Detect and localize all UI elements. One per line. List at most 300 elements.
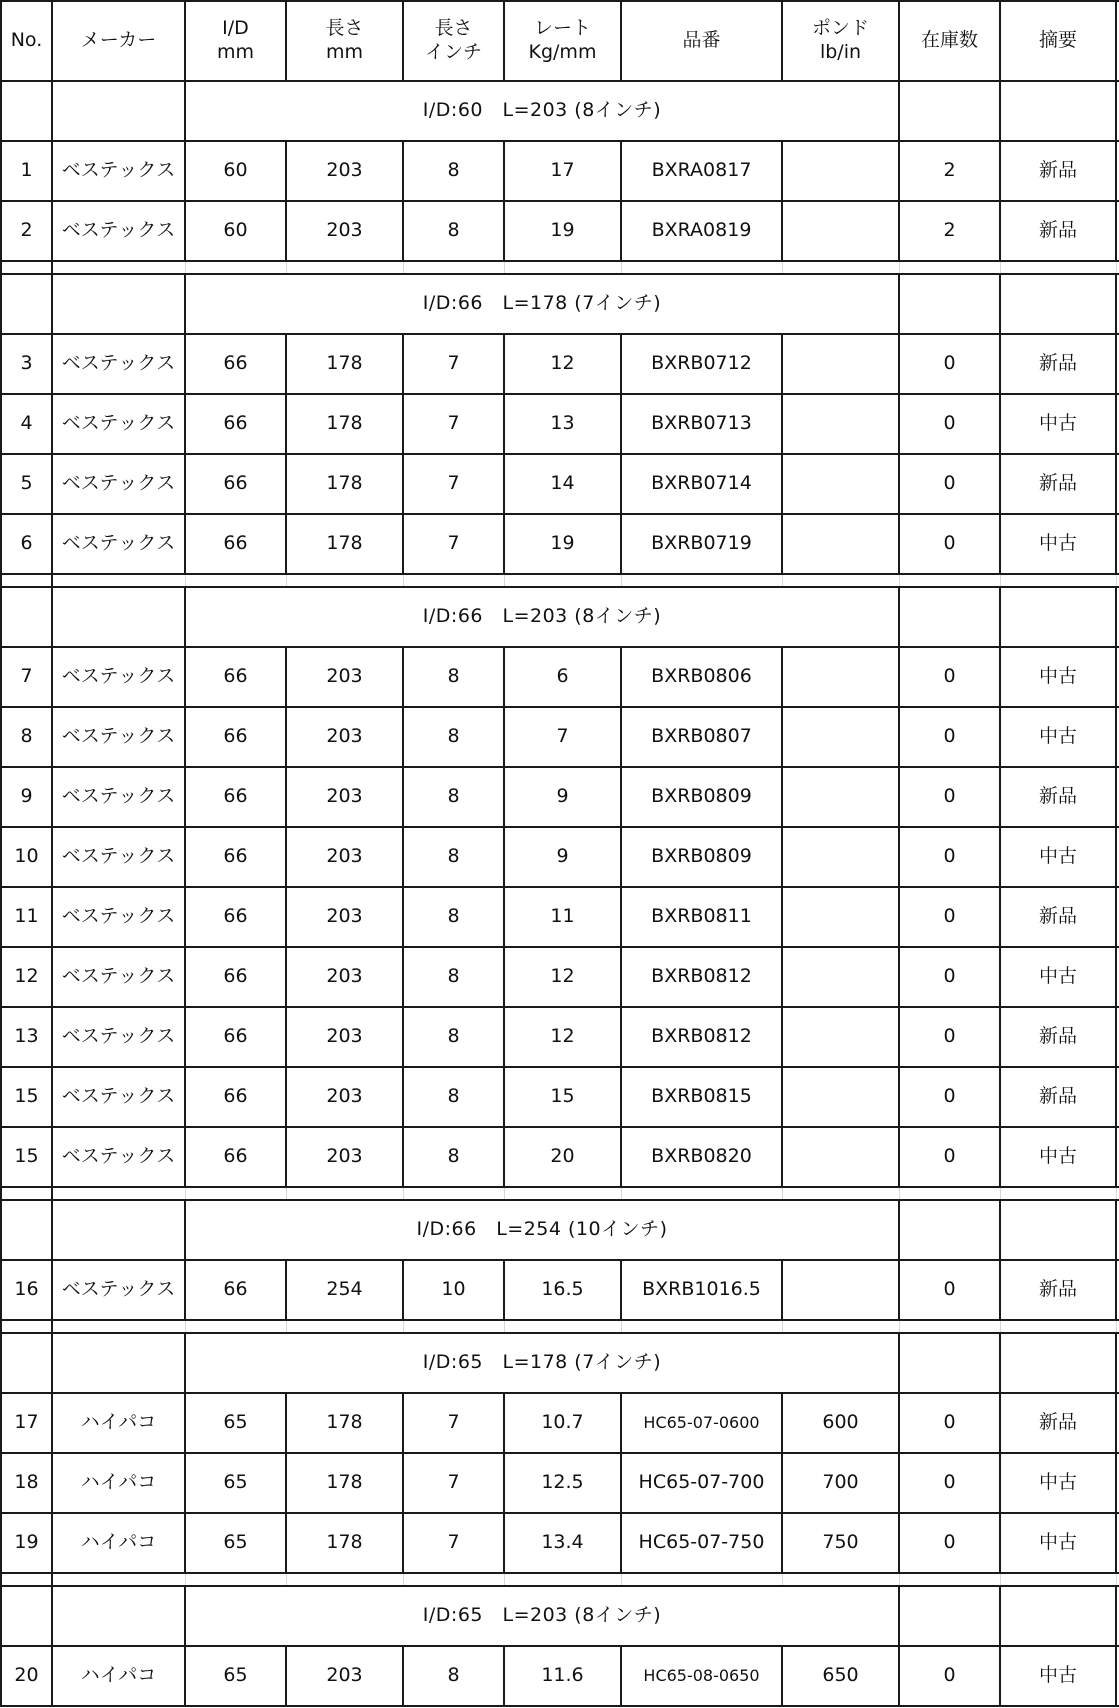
group-stock-cell: [900, 588, 1001, 646]
group-separator: [0, 262, 1119, 275]
row-length-mm: 178: [326, 352, 363, 375]
row-length-in-cell: [404, 1454, 505, 1512]
row-length-in-cell: [404, 515, 505, 573]
row-id: 66: [223, 905, 248, 928]
row-id-cell: [186, 648, 287, 706]
row-maker-cell: [53, 1394, 186, 1452]
row-no: 1: [20, 159, 33, 182]
row-id: 65: [223, 1411, 248, 1434]
row-length-mm: 203: [326, 785, 363, 808]
separator-cell: [505, 1574, 622, 1585]
row-pound-cell: [783, 828, 900, 886]
row-rate-cell: [505, 395, 622, 453]
row-id-cell: [186, 335, 287, 393]
row-length-mm: 178: [326, 1411, 363, 1434]
group-separator: [0, 575, 1119, 588]
separator-cell: [1001, 1188, 1117, 1199]
row-no: 19: [14, 1531, 39, 1554]
row-note-cell: [1001, 648, 1117, 706]
row-maker: ベステックス: [61, 665, 176, 688]
row-length-in: 8: [447, 1025, 460, 1048]
row-part-no-cell: [622, 648, 783, 706]
separator-cell: [186, 1188, 287, 1199]
separator-cell: [186, 262, 287, 273]
table-row: [0, 1008, 1119, 1068]
row-id-cell: [186, 1008, 287, 1066]
row-stock: 0: [943, 665, 956, 688]
row-part-no: HC65-07-750: [638, 1531, 765, 1554]
group-separator: [0, 1321, 1119, 1334]
row-length-in-cell: [404, 948, 505, 1006]
row-part-no-cell: [622, 1647, 783, 1705]
row-length-mm-cell: [287, 1647, 404, 1705]
row-length-in-cell: [404, 142, 505, 200]
row-maker-cell: [53, 335, 186, 393]
row-no-cell: [0, 948, 53, 1006]
row-part-no: BXRA0819: [651, 219, 752, 242]
row-rate-cell: [505, 708, 622, 766]
row-maker-cell: [53, 1008, 186, 1066]
row-length-mm: 203: [326, 1085, 363, 1108]
row-pound-cell: [783, 648, 900, 706]
row-length-in: 8: [447, 1145, 460, 1168]
separator-cell: [900, 1188, 1001, 1199]
table-row: [0, 1068, 1119, 1128]
header-rate-line-1: レート: [533, 17, 591, 40]
table-row: [0, 142, 1119, 202]
row-part-no-cell: [622, 1394, 783, 1452]
group-title-cell: [186, 275, 900, 333]
row-no-cell: [0, 1647, 53, 1705]
header-no-label: No.: [10, 29, 43, 52]
row-rate: 10.7: [541, 1411, 584, 1434]
row-stock-cell: [900, 1647, 1001, 1705]
row-length-mm: 203: [326, 219, 363, 242]
separator-cell: [622, 1574, 783, 1585]
separator-cell: [1001, 262, 1117, 273]
group-maker-cell: [53, 1201, 186, 1259]
separator-cell: [287, 575, 404, 586]
row-length-in: 7: [447, 1471, 460, 1494]
header-length-in-line-1: 長さ: [434, 17, 473, 40]
row-rate: 12: [550, 965, 575, 988]
row-no-cell: [0, 515, 53, 573]
row-length-in: 7: [447, 1531, 460, 1554]
row-id-cell: [186, 1514, 287, 1572]
row-stock-cell: [900, 948, 1001, 1006]
row-no-cell: [0, 1261, 53, 1319]
row-id-cell: [186, 828, 287, 886]
row-rate-cell: [505, 948, 622, 1006]
row-rate: 20: [550, 1145, 575, 1168]
row-maker-cell: [53, 1261, 186, 1319]
row-no-cell: [0, 708, 53, 766]
row-maker: ベステックス: [61, 1145, 176, 1168]
row-stock: 0: [943, 532, 956, 555]
row-pound-cell: [783, 948, 900, 1006]
row-id: 66: [223, 1025, 248, 1048]
group-stock-cell: [900, 1334, 1001, 1392]
separator-cell: [622, 1188, 783, 1199]
separator-cell: [53, 1574, 186, 1585]
row-note: 新品: [1038, 1025, 1077, 1048]
row-rate-cell: [505, 202, 622, 260]
row-rate: 17: [550, 159, 575, 182]
row-id-cell: [186, 142, 287, 200]
row-note: 新品: [1038, 905, 1077, 928]
row-maker-cell: [53, 648, 186, 706]
row-pound-cell: [783, 1647, 900, 1705]
row-part-no-cell: [622, 202, 783, 260]
row-rate: 16.5: [541, 1278, 584, 1301]
row-note: 新品: [1038, 159, 1077, 182]
row-part-no: BXRB0714: [651, 472, 752, 495]
row-maker-cell: [53, 1514, 186, 1572]
row-note-cell: [1001, 335, 1117, 393]
row-stock: 0: [943, 1145, 956, 1168]
row-length-mm-cell: [287, 455, 404, 513]
row-rate: 13: [550, 412, 575, 435]
separator-cell: [404, 1188, 505, 1199]
row-pound-cell: [783, 142, 900, 200]
row-part-no-cell: [622, 455, 783, 513]
row-stock-cell: [900, 828, 1001, 886]
row-note-cell: [1001, 708, 1117, 766]
separator-cell: [0, 1188, 53, 1199]
row-maker: ベステックス: [61, 412, 176, 435]
row-rate-cell: [505, 1068, 622, 1126]
header-maker: [53, 2, 186, 80]
row-pound-cell: [783, 1394, 900, 1452]
row-note-cell: [1001, 1454, 1117, 1512]
row-part-no: BXRB0809: [651, 785, 752, 808]
group-note-cell: [1001, 82, 1117, 140]
group-no-cell: [0, 1587, 53, 1645]
row-length-mm: 203: [326, 1025, 363, 1048]
separator-cell: [53, 262, 186, 273]
row-no-cell: [0, 202, 53, 260]
header-id: [186, 2, 287, 80]
row-rate: 12.5: [541, 1471, 584, 1494]
row-maker-cell: [53, 948, 186, 1006]
row-length-mm-cell: [287, 142, 404, 200]
row-stock-cell: [900, 202, 1001, 260]
header-rate: [505, 2, 622, 80]
row-id-cell: [186, 1128, 287, 1186]
row-rate-cell: [505, 142, 622, 200]
separator-cell: [783, 1188, 900, 1199]
row-id-cell: [186, 708, 287, 766]
row-part-no: BXRA0817: [651, 159, 752, 182]
row-rate: 7: [556, 725, 569, 748]
header-pound-line-2: lb/in: [819, 41, 862, 63]
row-part-no-cell: [622, 1128, 783, 1186]
row-note-cell: [1001, 455, 1117, 513]
separator-cell: [404, 1574, 505, 1585]
row-no-cell: [0, 1128, 53, 1186]
row-stock-cell: [900, 1514, 1001, 1572]
row-part-no-cell: [622, 335, 783, 393]
row-stock: 0: [943, 412, 956, 435]
row-stock-cell: [900, 1068, 1001, 1126]
row-no: 6: [20, 532, 33, 555]
table-row: [0, 948, 1119, 1008]
row-length-in: 8: [447, 785, 460, 808]
row-no-cell: [0, 1008, 53, 1066]
row-maker: ベステックス: [61, 352, 176, 375]
row-length-mm-cell: [287, 1394, 404, 1452]
row-part-no: BXRB0811: [651, 905, 752, 928]
row-stock: 2: [943, 219, 956, 242]
row-maker: ベステックス: [61, 1085, 176, 1108]
row-id-cell: [186, 1261, 287, 1319]
row-pound-cell: [783, 1128, 900, 1186]
row-id-cell: [186, 395, 287, 453]
row-rate-cell: [505, 1514, 622, 1572]
row-rate-cell: [505, 1647, 622, 1705]
row-length-in: 7: [447, 412, 460, 435]
row-id: 66: [223, 1145, 248, 1168]
row-length-in-cell: [404, 1008, 505, 1066]
row-part-no: BXRB0812: [651, 965, 752, 988]
row-part-no-cell: [622, 1454, 783, 1512]
row-no-cell: [0, 1394, 53, 1452]
row-part-no: BXRB0712: [651, 352, 752, 375]
row-length-in-cell: [404, 1514, 505, 1572]
row-id: 65: [223, 1471, 248, 1494]
row-part-no: HC65-07-0600: [643, 1413, 760, 1432]
row-stock-cell: [900, 335, 1001, 393]
row-length-in-cell: [404, 708, 505, 766]
separator-cell: [287, 1188, 404, 1199]
row-no: 16: [14, 1278, 39, 1301]
row-maker: ハイパコ: [80, 1411, 157, 1434]
row-part-no: BXRB0806: [651, 665, 752, 688]
row-stock: 0: [943, 965, 956, 988]
separator-cell: [783, 1321, 900, 1332]
row-no: 10: [14, 845, 39, 868]
row-length-in-cell: [404, 768, 505, 826]
row-length-mm: 178: [326, 1531, 363, 1554]
row-id: 66: [223, 965, 248, 988]
table-row: [0, 1394, 1119, 1454]
row-length-mm: 203: [326, 905, 363, 928]
row-length-mm: 203: [326, 965, 363, 988]
row-stock-cell: [900, 1128, 1001, 1186]
separator-cell: [900, 575, 1001, 586]
row-length-mm-cell: [287, 515, 404, 573]
row-no: 15: [14, 1085, 39, 1108]
row-stock-cell: [900, 1394, 1001, 1452]
row-no: 15: [14, 1145, 39, 1168]
row-length-in: 8: [447, 219, 460, 242]
header-part-no: [622, 2, 783, 80]
row-note: 中古: [1038, 845, 1077, 868]
separator-cell: [404, 575, 505, 586]
row-rate-cell: [505, 648, 622, 706]
row-maker-cell: [53, 395, 186, 453]
row-id: 60: [223, 159, 248, 182]
row-part-no-cell: [622, 1008, 783, 1066]
table-row: [0, 1647, 1119, 1707]
row-rate: 19: [550, 219, 575, 242]
row-part-no-cell: [622, 768, 783, 826]
row-no: 17: [14, 1411, 39, 1434]
row-id: 65: [223, 1531, 248, 1554]
group-no-cell: [0, 1334, 53, 1392]
separator-cell: [0, 575, 53, 586]
row-id: 60: [223, 219, 248, 242]
group-separator: [0, 1188, 1119, 1201]
row-id: 66: [223, 412, 248, 435]
group-stock-cell: [900, 1201, 1001, 1259]
header-length-mm-line-2: mm: [325, 41, 363, 63]
row-note: 新品: [1038, 1085, 1077, 1108]
row-maker: ハイパコ: [80, 1471, 157, 1494]
row-length-in: 8: [447, 665, 460, 688]
row-note-cell: [1001, 1261, 1117, 1319]
row-length-mm: 254: [326, 1278, 363, 1301]
group-note-cell: [1001, 588, 1117, 646]
table-row: [0, 828, 1119, 888]
row-length-mm-cell: [287, 1008, 404, 1066]
separator-cell: [53, 575, 186, 586]
separator-cell: [0, 1321, 53, 1332]
separator-cell: [783, 1574, 900, 1585]
row-length-in-cell: [404, 648, 505, 706]
group-maker-cell: [53, 82, 186, 140]
separator-cell: [287, 1321, 404, 1332]
row-rate: 15: [550, 1085, 575, 1108]
row-rate: 6: [556, 665, 569, 688]
separator-cell: [53, 1321, 186, 1332]
separator-cell: [287, 1574, 404, 1585]
row-note-cell: [1001, 202, 1117, 260]
row-id: 66: [223, 665, 248, 688]
row-part-no: BXRB0807: [651, 725, 752, 748]
row-length-in: 7: [447, 472, 460, 495]
group-title: I/D:66 L=203 (8インチ): [422, 605, 662, 628]
row-id-cell: [186, 1647, 287, 1705]
group-title: I/D:66 L=178 (7インチ): [422, 292, 662, 315]
row-length-in-cell: [404, 202, 505, 260]
row-maker-cell: [53, 768, 186, 826]
separator-cell: [404, 1321, 505, 1332]
row-no-cell: [0, 335, 53, 393]
row-note-cell: [1001, 1128, 1117, 1186]
table-row: [0, 648, 1119, 708]
row-id: 66: [223, 352, 248, 375]
group-stock-cell: [900, 82, 1001, 140]
row-length-in-cell: [404, 888, 505, 946]
row-pound-cell: [783, 335, 900, 393]
row-id: 66: [223, 472, 248, 495]
table-row: [0, 1514, 1119, 1574]
group-no-cell: [0, 275, 53, 333]
row-rate-cell: [505, 828, 622, 886]
row-length-in: 8: [447, 905, 460, 928]
row-id: 66: [223, 785, 248, 808]
row-maker: ハイパコ: [80, 1664, 157, 1687]
row-stock: 0: [943, 785, 956, 808]
row-length-mm-cell: [287, 888, 404, 946]
group-title-cell: [186, 588, 900, 646]
row-no-cell: [0, 1068, 53, 1126]
row-part-no: BXRB0809: [651, 845, 752, 868]
group-no-cell: [0, 588, 53, 646]
row-pound: 600: [822, 1411, 859, 1434]
row-length-mm: 203: [326, 845, 363, 868]
row-length-mm: 178: [326, 412, 363, 435]
separator-cell: [505, 1321, 622, 1332]
row-note-cell: [1001, 1514, 1117, 1572]
row-rate-cell: [505, 1454, 622, 1512]
row-maker: ベステックス: [61, 1278, 176, 1301]
row-rate-cell: [505, 1394, 622, 1452]
row-stock: 0: [943, 472, 956, 495]
group-header: [0, 1587, 1119, 1647]
group-maker-cell: [53, 1334, 186, 1392]
row-note-cell: [1001, 142, 1117, 200]
row-note: 新品: [1038, 219, 1077, 242]
group-title: I/D:65 L=178 (7インチ): [422, 1351, 662, 1374]
header-length-mm: [287, 2, 404, 80]
group-note-cell: [1001, 1334, 1117, 1392]
group-title: I/D:65 L=203 (8インチ): [422, 1604, 662, 1627]
row-stock: 0: [943, 1278, 956, 1301]
row-pound-cell: [783, 1261, 900, 1319]
row-length-mm-cell: [287, 1128, 404, 1186]
row-stock-cell: [900, 708, 1001, 766]
row-part-no: BXRB1016.5: [642, 1278, 761, 1301]
row-no-cell: [0, 828, 53, 886]
row-id: 66: [223, 845, 248, 868]
row-maker-cell: [53, 142, 186, 200]
group-stock-cell: [900, 275, 1001, 333]
row-maker: ベステックス: [61, 725, 176, 748]
row-length-mm: 178: [326, 1471, 363, 1494]
row-no-cell: [0, 455, 53, 513]
row-rate: 11.6: [541, 1664, 584, 1687]
row-note-cell: [1001, 1008, 1117, 1066]
group-header: [0, 82, 1119, 142]
separator-cell: [900, 262, 1001, 273]
group-header: [0, 275, 1119, 335]
row-maker-cell: [53, 202, 186, 260]
row-maker-cell: [53, 1454, 186, 1512]
row-length-mm: 178: [326, 532, 363, 555]
row-length-in-cell: [404, 1261, 505, 1319]
row-length-in-cell: [404, 335, 505, 393]
row-no-cell: [0, 768, 53, 826]
row-maker: ベステックス: [61, 785, 176, 808]
row-length-mm: 203: [326, 725, 363, 748]
row-note: 中古: [1038, 725, 1077, 748]
row-pound: 750: [822, 1531, 859, 1554]
table-row: [0, 455, 1119, 515]
separator-cell: [186, 575, 287, 586]
group-separator: [0, 1574, 1119, 1587]
row-length-in: 7: [447, 532, 460, 555]
row-rate: 14: [550, 472, 575, 495]
header-id-line-1: I/D: [222, 17, 249, 40]
row-length-in-cell: [404, 1394, 505, 1452]
row-length-in: 8: [447, 845, 460, 868]
row-pound: 700: [822, 1471, 859, 1494]
header-stock-label: 在庫数: [920, 29, 978, 52]
separator-cell: [505, 575, 622, 586]
row-length-mm: 178: [326, 472, 363, 495]
